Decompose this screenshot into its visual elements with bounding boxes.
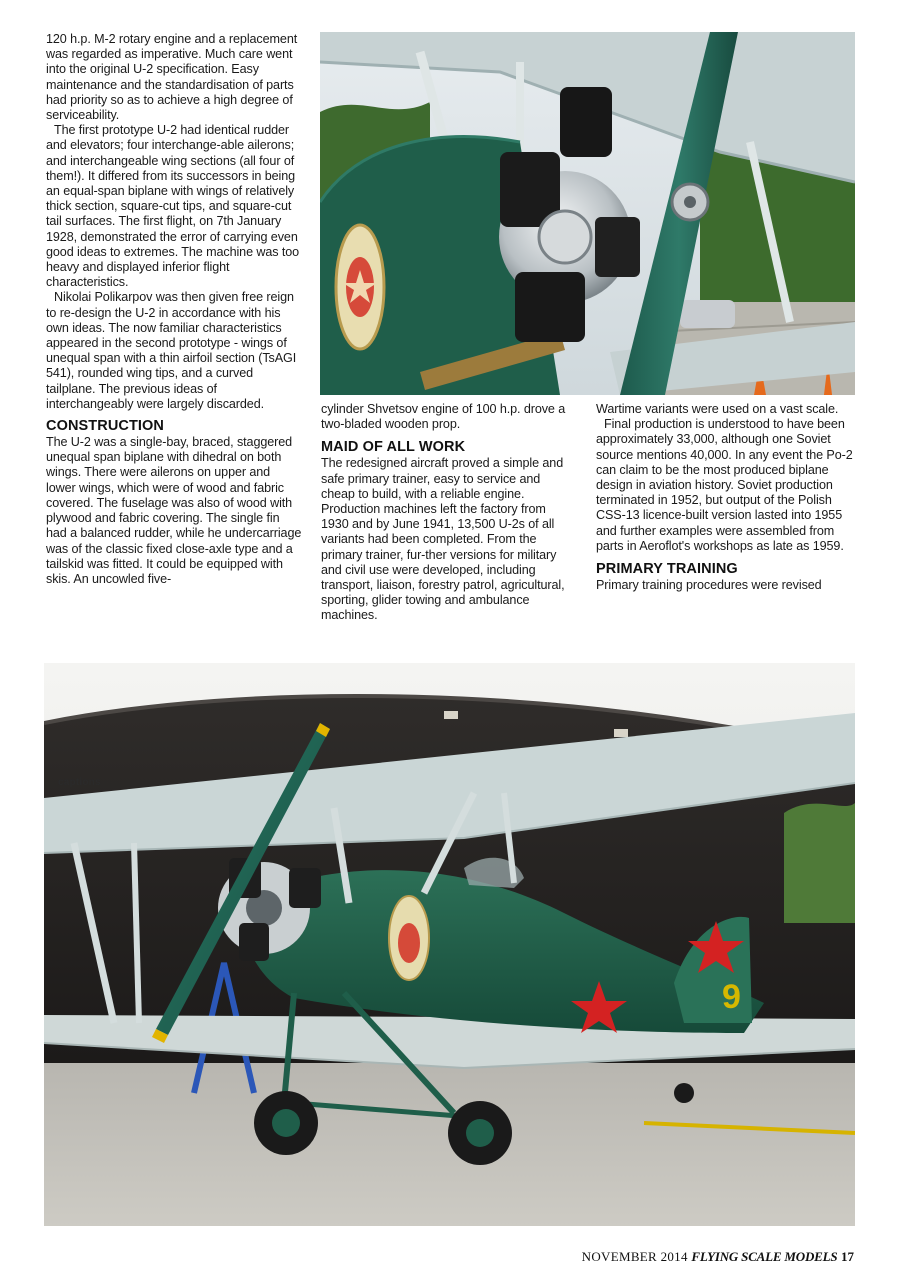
article-column-2 [321,402,576,624]
page-number: 17 [841,1249,854,1264]
body-paragraph: The U-2 was a single-bay, braced, staggered unequal span biplane with dihedral on both wings. There were ailerons on upper and lower wings, which were of wood and fabric covered. The fuselage was also of wood with plywood and fabric covering. The single fin had a balanced rudder, while he undercarriage was of the classic fixed close-axle type and a tailskid was fitted. It could be equipped with skis. An uncowled five- [46,435,302,586]
page-footer [582,1249,854,1265]
captions-placeholder: captions [58,777,101,788]
aircraft-illustration [44,663,855,1226]
article-column-1 [46,32,303,587]
magazine-title: FLYING SCALE MODELS [691,1249,838,1264]
body-paragraph: Final production is understood to have been approximately 33,000, although one Soviet source mentions 40,000. In any event the Po-2 can claim to be the most produced biplane design in aviation history. Soviet production terminated in 1952, but output of the Polish CSS-13 licence-built version lasted into 1955 and further examples were assembled from parts in Aeroflot's workshops as late as 1959. [596,417,853,553]
body-paragraph: Wartime variants were used on a vast scale. [596,402,839,416]
body-paragraph: The redesigned aircraft proved a simple and safe primary trainer, easy to service and cheap to build, with a reliable engine. Production machines left the factory from 1930 and by June 1941, 13,500 U-2s of all variants had been completed. From the primary trainer, fur-ther versions for military and civil use were developed, including transport, liaison, forestry patrol, agricultural, sporting, glider towing and ambulance machines. [321,456,565,623]
section-heading-maid-of-all-work: MAID OF ALL WORK [321,439,466,456]
body-paragraph: Primary training procedures were revised [596,578,822,593]
tail-number: 9 [722,978,741,1016]
issue-date: NOVEMBER 2014 [581,1249,688,1264]
section-heading-primary-training: PRIMARY TRAINING [596,561,738,578]
section-heading-construction: CONSTRUCTION [46,418,164,435]
body-paragraph: The first prototype U-2 had identical rudder and elevators; four interchange-able ailerons; and interchangeable wing sections (all four of them!). It differed from its successors in being an equal-span biplane with wings of relatively thick section, square-cut tips, and square-cut tail surfaces. The first flight, on 7th January 1928, demonstrated the error of carrying even good ideas to extremes. The machine was too heavy and displayed inferior flight characteristics. [46,123,300,290]
body-paragraph: Nikolai Polikarpov was then given free reign to re-design the U-2 in accordance with his own ideas. The now familiar characteristics appeared in the second prototype - wings of unequal span with a thin airfoil section (TsAGI 541), rounded wing tips, and a curved tailplane. The previous ideas of interchangeably were largely discarded. [46,290,297,411]
aircraft-photo [44,663,855,1226]
body-paragraph: 120 h.p. M-2 rotary engine and a replacement was regarded as imperative. Much care went into the original U-2 specification. Easy maintenance and the standardisation of parts had priority so as to achieve a high degree of serviceability. [46,32,298,123]
engine-closeup-photo [320,32,855,395]
engine-closeup-illustration [320,32,855,395]
body-paragraph: cylinder Shvetsov engine of 100 h.p. drove a two-bladed wooden prop. [321,402,566,432]
article-column-3 [596,402,858,593]
